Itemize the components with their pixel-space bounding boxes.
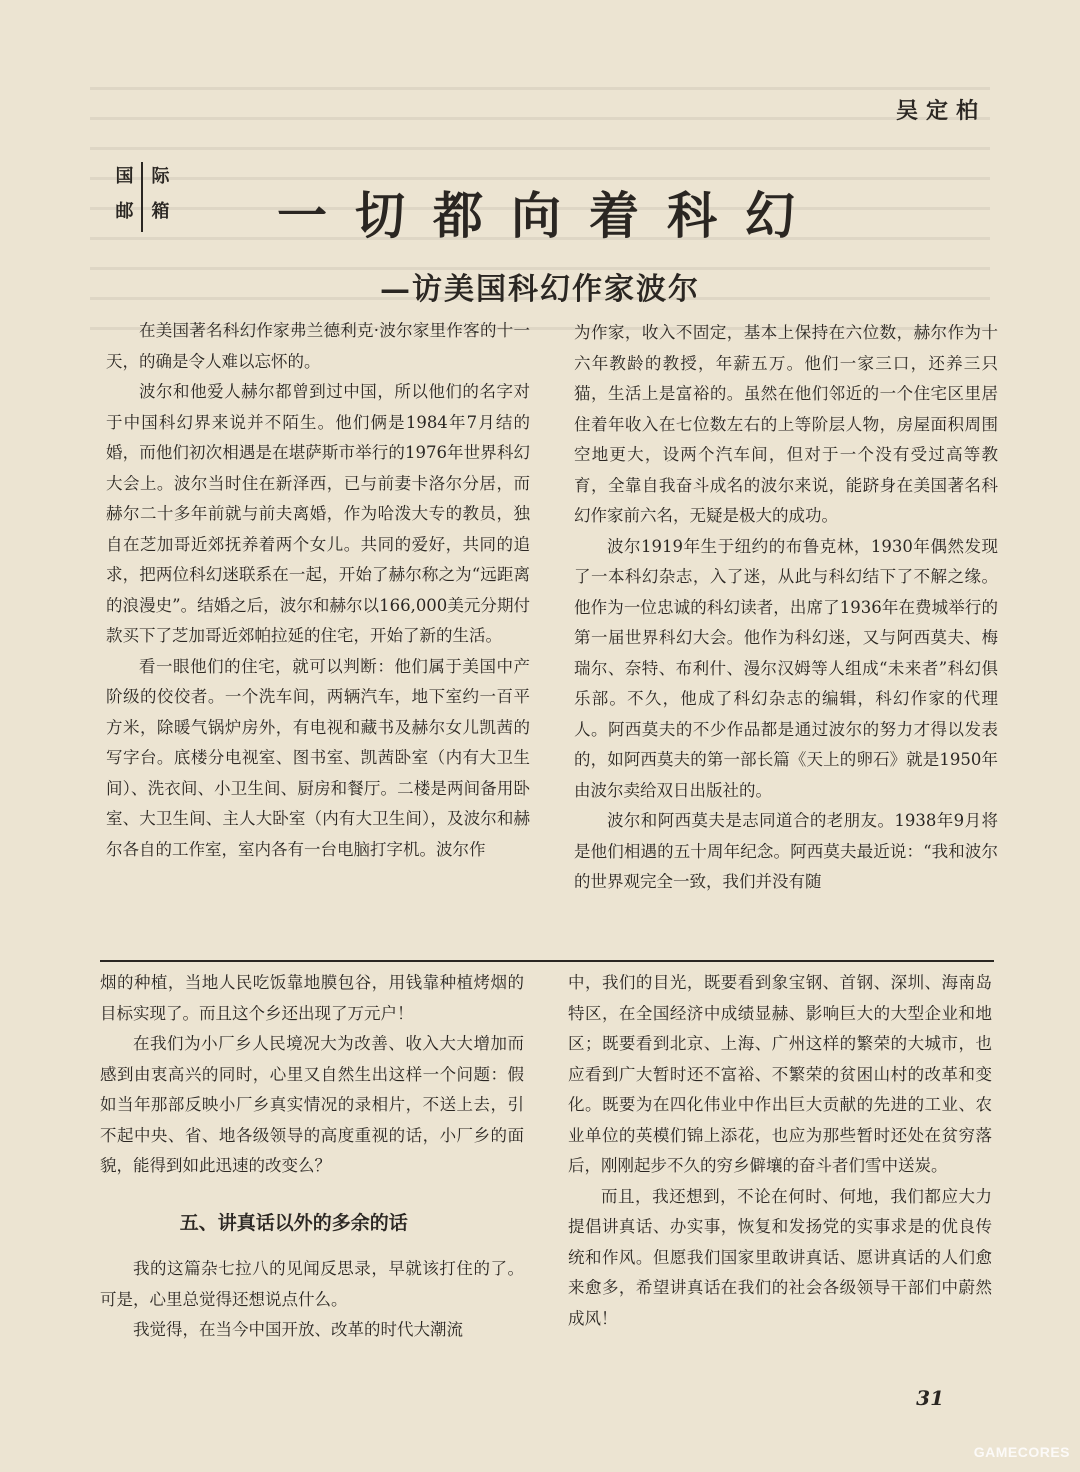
article-column-right xyxy=(574,318,998,898)
lower-column-right xyxy=(568,968,992,1334)
column-label-char: 箱 xyxy=(151,201,170,222)
paragraph: 我的这篇杂七拉八的见闻反思录，早就该打住的了。可是，心里总觉得还想说点什么。 xyxy=(100,1259,524,1309)
paragraph: 在我们为小厂乡人民境况大为改善、收入大大增加而感到由衷高兴的同时，心里又自然生出这样一个问题：假如当年那部反映小厂乡真实情况的录相片，不送上去，引不起中央、省、地各级领导的高度重视的话，小厂乡的面貌，能得到如此迅速的改变么？ xyxy=(100,1034,524,1175)
author-name: 吴定柏 xyxy=(895,98,986,124)
article-subtitle: —访美国科幻作家波尔 xyxy=(380,272,700,307)
paragraph: 波尔1919年生于纽约的布鲁克林，1930年偶然发现了一本科幻杂志，入了迷，从此与科幻结下了不解之缘。他作为一位忠诚的科幻读者，出席了1936年在费城举行的第一届世界科幻大会。他作为科幻迷，又与阿西莫夫、梅瑞尔、奈特、布利什、漫尔汉姆等人组成“未来者”科幻俱乐部。不久，他成了科幻杂志的编辑，科幻作家的代理人。阿西莫夫的不少作品都是通过波尔的努力才得以发表的，如阿西莫夫的第一部长篇《天上的卵石》就是1950年由波尔卖给双日出版社的。 xyxy=(574,536,998,800)
paragraph: 中，我们的目光，既要看到象宝钢、首钢、深圳、海南岛特区，在全国经济中成绩显赫、影响巨大的大型企业和地区；既要看到北京、上海、广州这样的繁荣的大城市，也应看到广大暂时还不富裕、不繁荣的贫困山村的改革和变化。既要为在四化伟业中作出巨大贡献的先进的工业、农业单位的英模们锦上添花，也应为那些暂时还处在贫穷落后，刚刚起步不久的穷乡僻壤的奋斗者们雪中送炭。 xyxy=(568,973,992,1175)
section-heading: 五、讲真话以外的多余的话 xyxy=(179,1211,408,1234)
paragraph: 而且，我还想到，不论在何时、何地，我们都应大力提倡讲真话、办实事，恢复和发扬党的实事求是的优良传统和作风。但愿我们国家里敢讲真话、愿讲真话的人们愈来愈多，希望讲真话在我们的社会各级领导干部们中蔚然成风！ xyxy=(568,1186,992,1328)
page-number: 31 xyxy=(916,1386,944,1410)
section-divider xyxy=(100,960,994,962)
watermark: GAMECORES xyxy=(973,1444,1070,1460)
article-column-left xyxy=(106,316,530,865)
column-label-char: 邮 xyxy=(108,197,143,232)
column-label-char: 际 xyxy=(151,166,170,187)
paragraph: 烟的种植，当地人民吃饭靠地膜包谷，用钱靠种植烤烟的目标实现了。而且这个乡还出现了万元户！ xyxy=(100,973,524,1023)
paragraph: 为作家，收入不固定，基本上保持在六位数，赫尔作为十六年教龄的教授，年薪五万。他们一家三口，还养三只猫，生活上是富裕的。虽然在他们邻近的一个住宅区里居住着年收入在七位数左右的上等阶层人物，房屋面积周围空地更大，设两个汽车间，但对于一个没有受过高等教育，全靠自我奋斗成名的波尔来说，能跻身在美国著名科幻作家前六名，无疑是极大的成功。 xyxy=(574,323,998,525)
column-label xyxy=(108,162,178,232)
article-title: 一切都向着科幻 xyxy=(277,186,823,245)
paragraph: 我觉得，在当今中国开放、改革的时代大潮流 xyxy=(133,1320,463,1339)
paragraph: 波尔和阿西莫夫是志同道合的老朋友。1938年9月将是他们相遇的五十周年纪念。阿西莫夫最近说：“我和波尔的世界观完全一致，我们并没有随 xyxy=(574,811,998,891)
paragraph: 在美国著名科幻作家弗兰德利克·波尔家里作客的十一天，的确是令人难以忘怀的。 xyxy=(106,321,530,371)
paragraph: 波尔和他爱人赫尔都曾到过中国，所以他们的名字对于中国科幻界来说并不陌生。他们俩是1984年7月结的婚，而他们初次相遇是在堪萨斯市举行的1976年世界科幻大会上。波尔当时住在新泽西，已与前妻卡洛尔分居，而赫尔二十多年前就与前夫离婚，作为哈泼大专的教员，独自在芝加哥近郊抚养着两个女儿。共同的爱好，共同的追求，把两位科幻迷联系在一起，开始了赫尔称之为“远距离的浪漫史”。结婚之后，波尔和赫尔以166,000美元分期付款买下了芝加哥近郊帕拉延的住宅，开始了新的生活。 xyxy=(106,382,530,645)
paragraph: 看一眼他们的住宅，就可以判断：他们属于美国中产阶级的佼佼者。一个洗车间，两辆汽车，地下室约一百平方米，除暖气锅炉房外，有电视和藏书及赫尔女儿凯茜的写字台。底楼分电视室、图书室、凯茜卧室（内有大卫生间）、洗衣间、小卫生间、厨房和餐厅。二楼是两间备用卧室、大卫生间、主人大卧室（内有大卫生间），及波尔和赫尔各自的工作室，室内各有一台电脑打字机。波尔作 xyxy=(106,656,530,859)
column-label-char: 国 xyxy=(108,162,143,197)
lower-column-left xyxy=(100,968,524,1346)
